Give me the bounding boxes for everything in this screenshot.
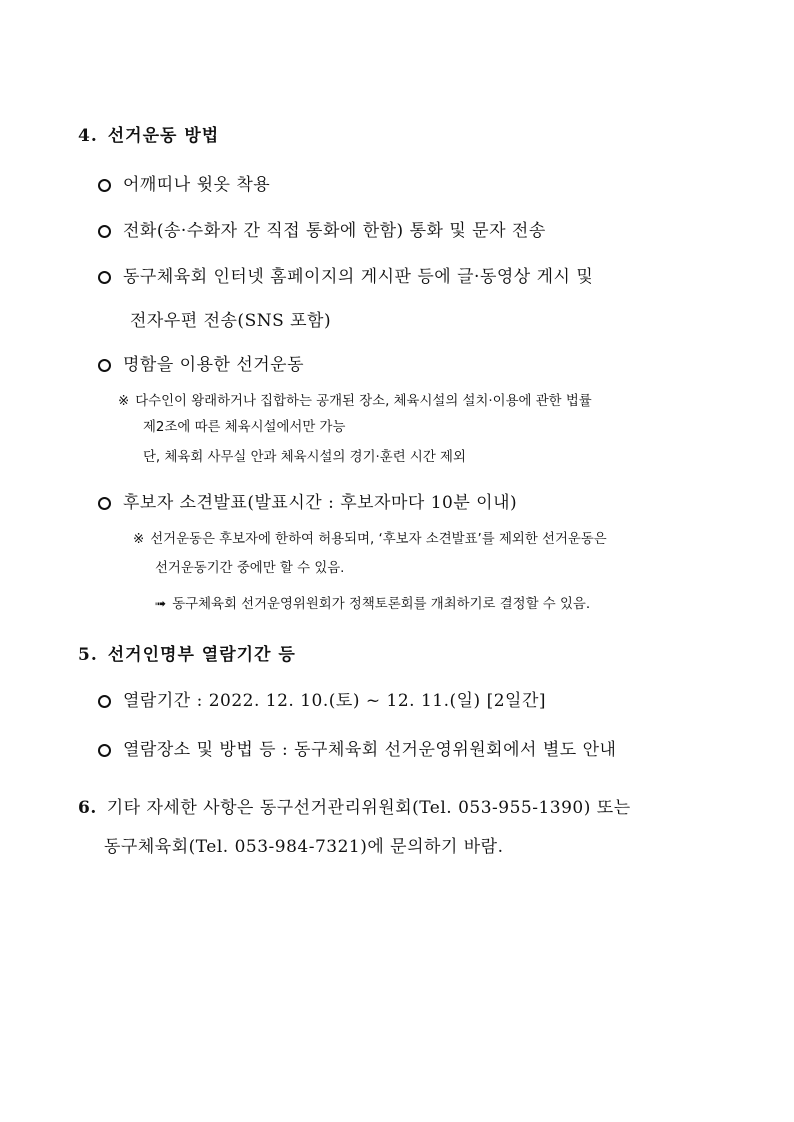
circle-bullet-icon	[98, 359, 111, 372]
item-text-continuation: 전자우편 전송(SNS 포함)	[130, 311, 332, 331]
section-4-item-3	[98, 262, 594, 331]
reference-mark-icon: ※	[118, 394, 130, 409]
note-2-line-1: ※ 선거운동은 후보자에 한하여 허용되며, ‘후보자 소견발표’를 제외한 선거운동은	[133, 532, 607, 547]
section-4-title: 선거운동 방법	[107, 126, 220, 146]
item-text: 열람장소 및 방법 등 : 동구체육회 선거운영위원회에서 별도 안내	[123, 740, 617, 760]
item-text: 동구체육회 인터넷 홈페이지의 게시판 등에 글·동영상 게시 및	[123, 267, 594, 287]
section-5-item-2	[98, 735, 616, 760]
note-1-line-1: ※ 다수인이 왕래하거나 집합하는 공개된 장소, 체육시설의 설치·이용에 관한 법률	[118, 394, 592, 409]
section-6-number: 6.	[78, 798, 97, 818]
section-5-number: 5.	[78, 645, 98, 665]
section-4-number: 4.	[78, 126, 98, 146]
section-5-title: 선거인명부 열람기간 등	[107, 645, 296, 665]
section-4-heading	[78, 121, 219, 146]
note-2-line-3: ➟ 동구체육회 선거운영위원회가 정책토론회를 개최하기로 결정할 수 있음.	[155, 597, 591, 612]
note-1-line-3: 단, 체육회 사무실 안과 체육시설의 경기·훈련 시간 제외	[143, 450, 466, 465]
circle-bullet-icon	[98, 271, 111, 284]
reference-mark-icon: ※	[133, 532, 145, 547]
arrow-icon: ➟	[155, 597, 167, 612]
section-6-line-2: 동구체육회(Tel. 053-984-7321)에 문의하기 바람.	[104, 837, 504, 857]
section-6-line-1: 6. 기타 자세한 사항은 동구선거관리위원회(Tel. 053-955-1390) 또는	[78, 798, 631, 818]
note-2-line-2: 선거운동기간 중에만 할 수 있음.	[155, 561, 345, 576]
note-1-line-2: 제2조에 따른 체육시설에서만 가능	[143, 420, 346, 435]
section-4-item-1	[98, 170, 270, 195]
circle-bullet-icon	[98, 695, 111, 708]
circle-bullet-icon	[98, 497, 111, 510]
circle-bullet-icon	[98, 744, 111, 757]
section-5-heading	[78, 640, 296, 665]
item-text: 명함을 이용한 선거운동	[123, 355, 305, 375]
circle-bullet-icon	[98, 179, 111, 192]
item-text: 전화(송·수화자 간 직접 통화에 한함) 통화 및 문자 전송	[123, 221, 546, 241]
circle-bullet-icon	[98, 225, 111, 238]
item-text: 열람기간 : 2022. 12. 10.(토) ~ 12. 11.(일) [2일간]	[123, 691, 546, 711]
section-4-item-4	[98, 350, 304, 375]
section-5-item-1	[98, 686, 546, 711]
item-text: 어깨띠나 윗옷 착용	[123, 175, 271, 195]
section-4-item-5	[98, 488, 517, 513]
section-4-item-2	[98, 216, 546, 241]
item-text: 후보자 소견발표(발표시간 : 후보자마다 10분 이내)	[123, 493, 518, 513]
